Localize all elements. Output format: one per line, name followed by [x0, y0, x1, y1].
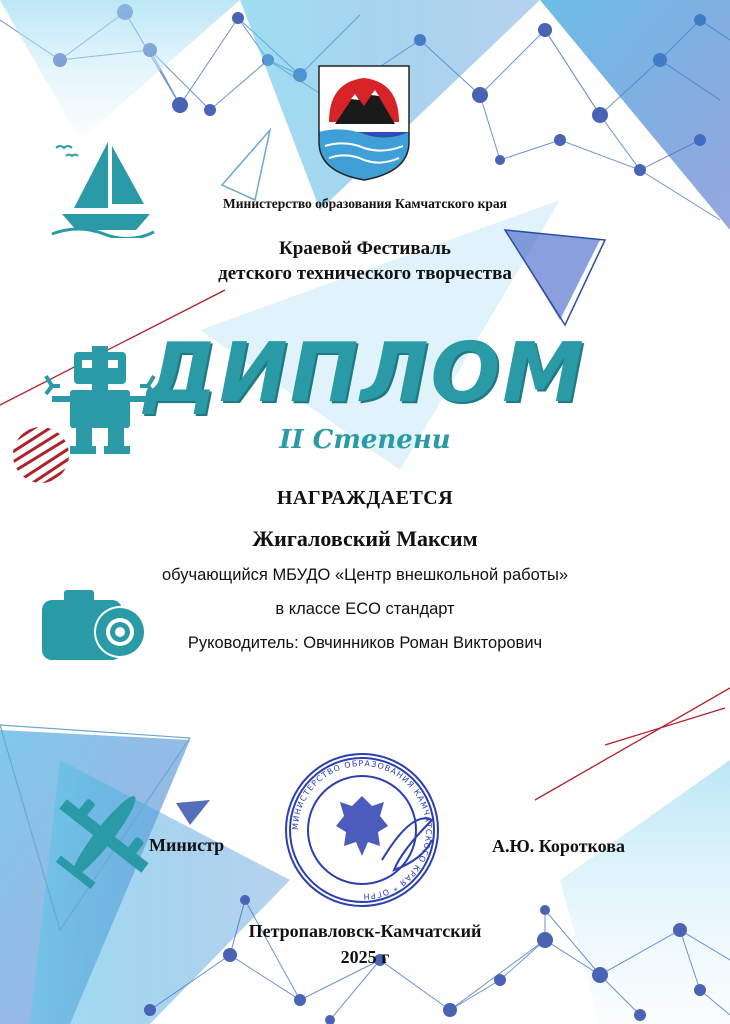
sailboat-icon — [48, 138, 158, 238]
festival-title-line1: Краевой Фестиваль — [279, 238, 451, 259]
red-line-right-2 — [605, 708, 725, 745]
diploma-title: ДИПЛОМ — [144, 326, 586, 421]
festival-title-line2: детского технического творчества — [218, 263, 512, 284]
city-name: Петропавловск-Камчатский — [248, 921, 482, 941]
student-of-line: обучающийся МБУДО «Центр внешкольной работы» — [162, 566, 568, 584]
airplane-icon — [48, 780, 160, 892]
class-line: в классе ECO стандарт — [275, 600, 455, 618]
triangle-bottom-small — [176, 800, 210, 825]
signer-name: А.Ю. Короткова — [492, 836, 625, 856]
awarded-label: НАГРАЖДАЕТСЯ — [276, 487, 454, 509]
triangle-top-light — [0, 0, 240, 140]
issue-year: 2025 г — [340, 947, 390, 967]
triangle-outline-left — [222, 130, 270, 200]
supervisor-line: Руководитель: Овчинников Роман Викторович — [187, 634, 543, 652]
stamp-text: МИНИСТЕРСТВО ОБРАЗОВАНИЯ КАМЧАТСКОГО КРАЯ * ОГРН — [290, 758, 434, 902]
recipient-name: Жигаловский Максим — [252, 526, 478, 551]
signer-role: Министр — [149, 835, 225, 855]
ministry-name: Министерство образования Камчатского края — [223, 196, 507, 211]
triangle-bottom-right — [560, 760, 730, 1024]
official-stamp — [282, 750, 442, 910]
kamchatka-coat-of-arms-icon — [315, 62, 413, 182]
diploma-degree: II Степени — [279, 425, 451, 455]
